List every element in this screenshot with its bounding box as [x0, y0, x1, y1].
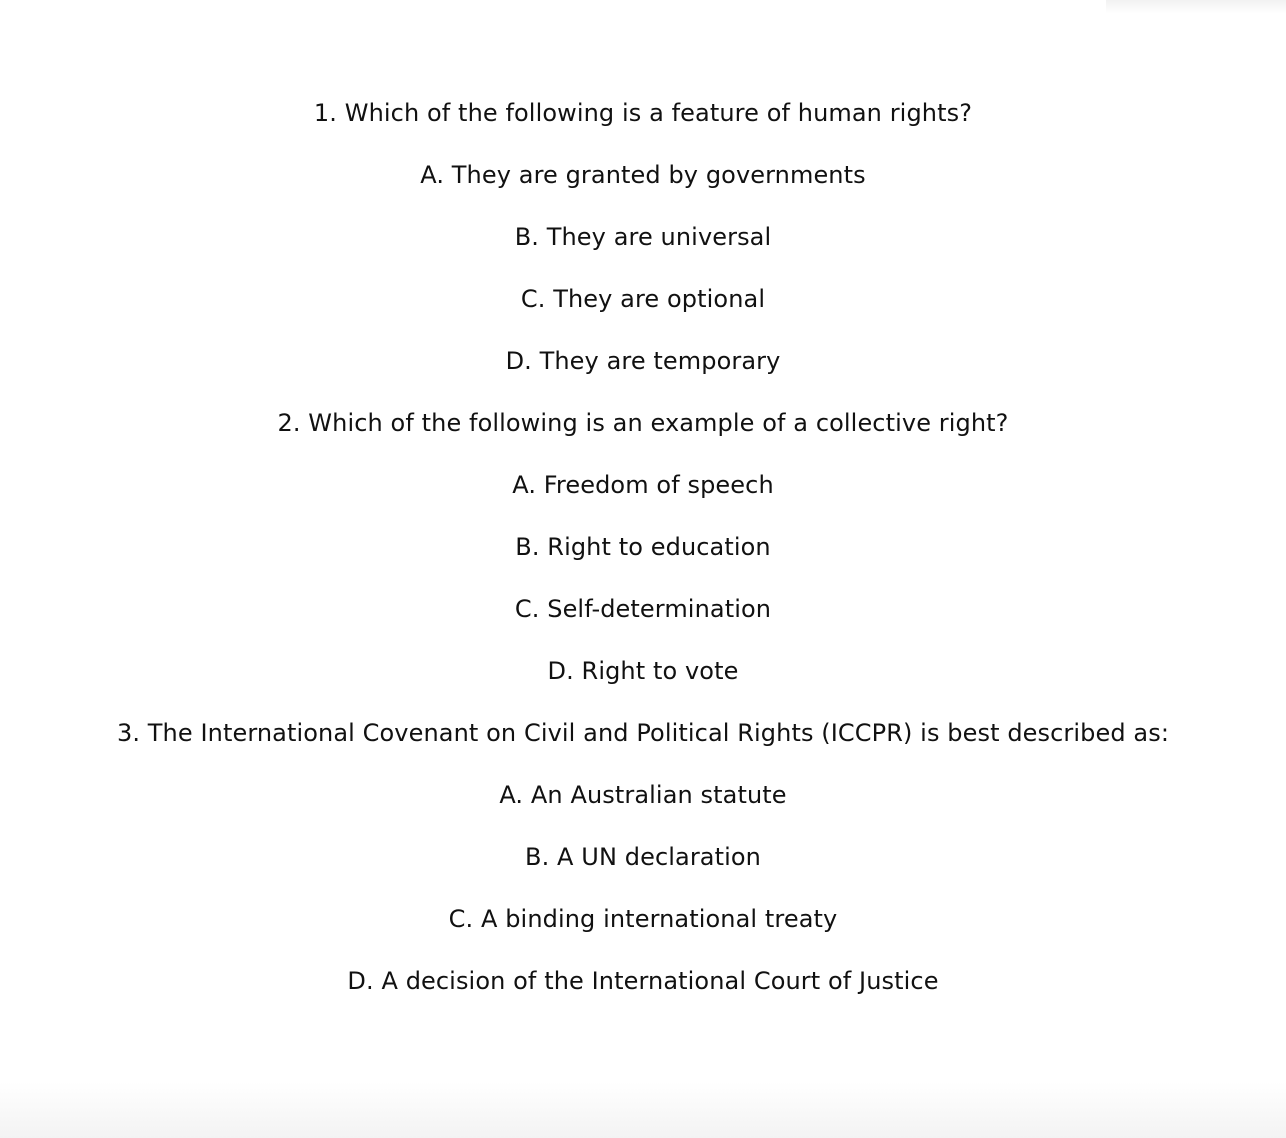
question-3-option-a: A. An Australian statute: [499, 781, 787, 809]
question-2-text: 2. Which of the following is an example of a collective right?: [277, 409, 1009, 437]
question-1-option-b: B. They are universal: [514, 223, 772, 251]
page-top-shadow: [1106, 0, 1286, 14]
question-3-option-b: B. A UN declaration: [525, 843, 761, 871]
question-block-2: [0, 410, 1286, 702]
question-1-option-d: D. They are temporary: [505, 347, 781, 375]
question-2-option-d: D. Right to vote: [547, 657, 739, 685]
question-block-3: [0, 720, 1286, 1012]
question-1-text: 1. Which of the following is a feature of human rights?: [313, 99, 973, 127]
question-1-option-a: A. They are granted by governments: [420, 161, 866, 189]
question-3-option-c: C. A binding international treaty: [448, 905, 838, 933]
question-2-option-b: B. Right to education: [515, 533, 771, 561]
question-1-option-c: C. They are optional: [520, 285, 766, 313]
question-3-text: 3. The International Covenant on Civil and Political Rights (ICCPR) is best described as:: [116, 719, 1170, 747]
question-3-option-d: D. A decision of the International Court of Justice: [347, 967, 939, 995]
quiz-content: [0, 100, 1286, 1030]
question-block-1: [0, 100, 1286, 392]
question-2-option-c: C. Self-determination: [514, 595, 772, 623]
page-bottom-shadow: [0, 1082, 1286, 1138]
question-2-option-a: A. Freedom of speech: [512, 471, 774, 499]
